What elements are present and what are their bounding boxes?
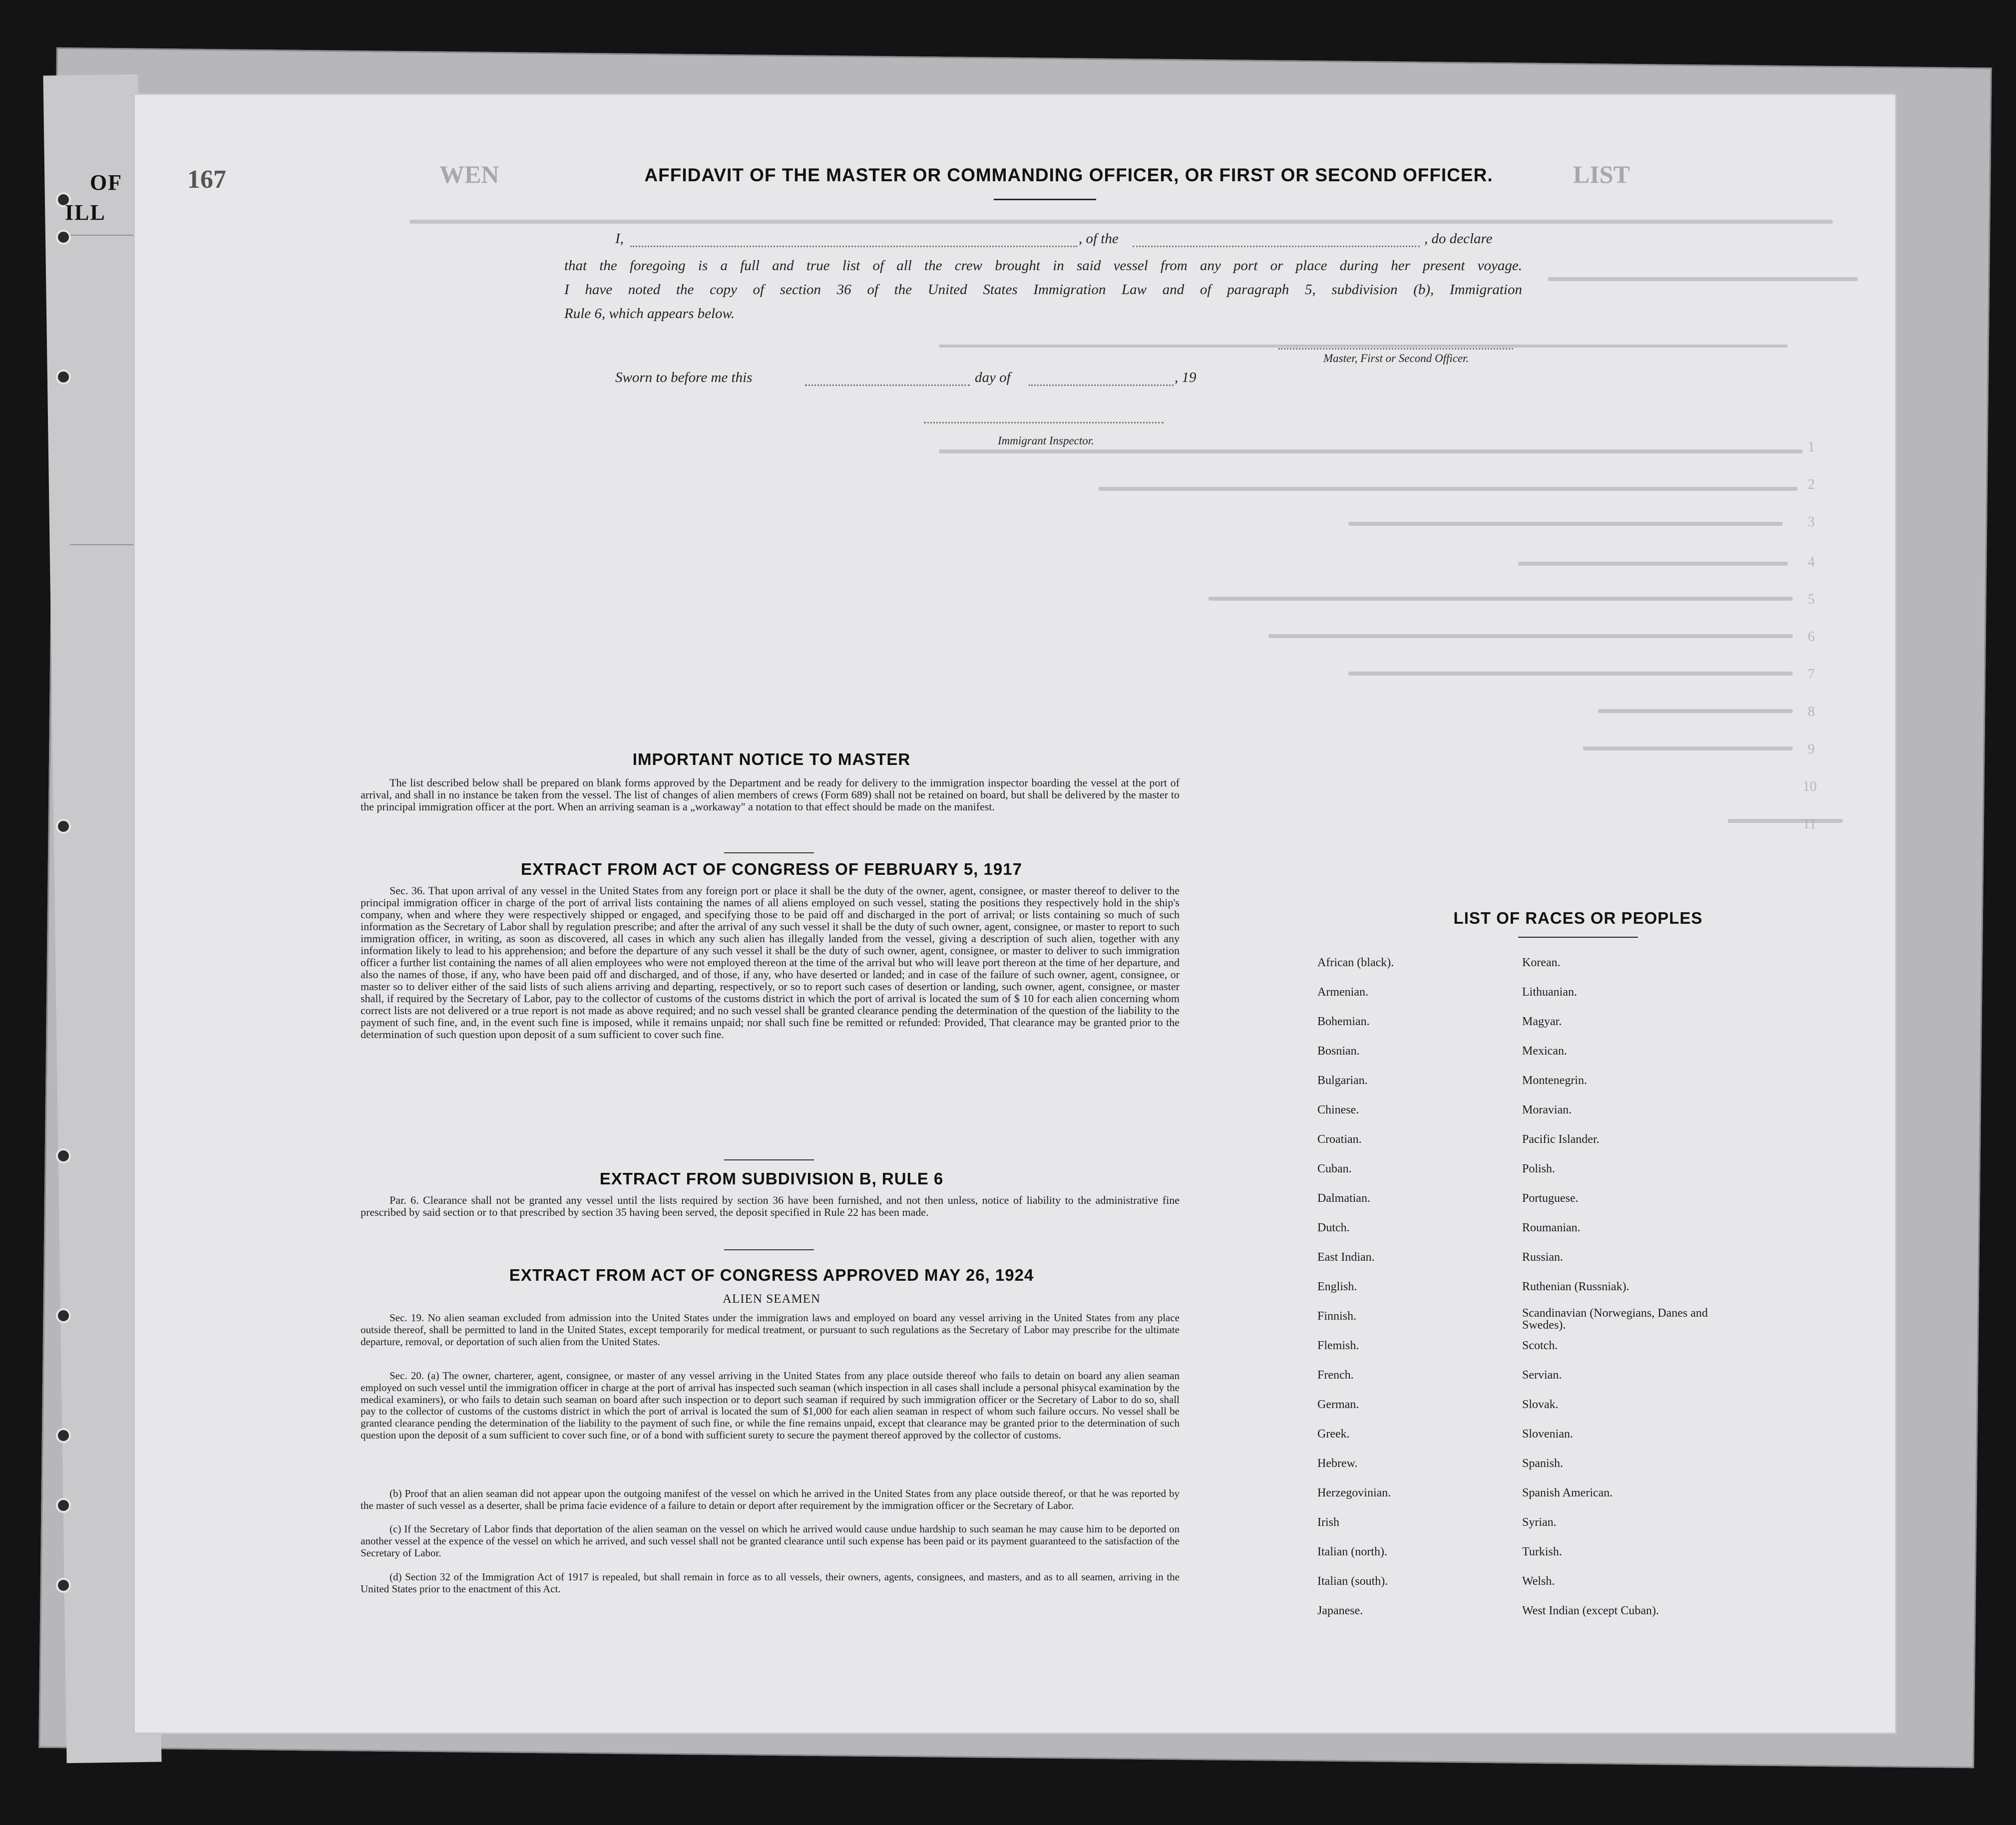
section-separator [724, 1249, 814, 1250]
binder-hole [56, 1148, 71, 1163]
race-item: Slovak. [1522, 1398, 1559, 1411]
sworn-day-blank [805, 384, 970, 386]
race-item: Hebrew. [1317, 1457, 1358, 1470]
race-item: Chinese. [1317, 1103, 1359, 1116]
notice-title: IMPORTANT NOTICE TO MASTER [632, 750, 911, 768]
race-item: Magyar. [1522, 1015, 1562, 1028]
extract-1924-sec20a: Sec. 20. (a) The owner, charterer, agent, consignee, or master of any vessel arriving in the United States from any place outside thereof who fails to detain on board any alien seaman employed on such vessel until the immigration officer in charge at the port of arrival has inspected such seaman (which inspection in all cases shall include a personal phisycal examination by the medical examiners), or who fails to detain such seaman on board after such inspection or to deport such seaman if required by such immigration officer or the Secretary of Labor to do so, shall pay to the collector of customs of the customs district in which the port of arrival is located the sum of $1,000 for each alien seaman in respect of whom such failure occurs. No vessel shall be granted clearance pending the determination of the liability to the payment of such fine, or while the fine remains unpaid, except that clearance may be granted prior to the determination of such question upon the deposit of a sum sufficient to cover such fine, or of a bond with sufficient surety to secure the payment thereof approved by the collector of customs. [361, 1370, 1180, 1441]
race-item: Bohemian. [1317, 1015, 1370, 1028]
race-item: East Indian. [1317, 1251, 1375, 1264]
affidavit-of-the-label: , of the [1079, 231, 1119, 247]
race-item: Bosnian. [1317, 1045, 1360, 1058]
extract-1924-sec20c: (c) If the Secretary of Labor finds that deportation of the alien seaman on the vessel on which he arrived would cause undue hardship to such seaman he may cause him to be deported on another vessel at the expence of the vessel on which he arrived, and such vessel shall not be granted clearance until such expense has been paid or its payment guaranteed to the satisfaction of the Secretary of Labor. [361, 1523, 1180, 1559]
race-item: French. [1317, 1369, 1354, 1382]
year-label: , 19 [1175, 369, 1197, 385]
race-item: Portuguese. [1522, 1192, 1579, 1205]
bleed-row-number: 4 [1808, 554, 1815, 570]
race-item: African (black). [1317, 956, 1394, 969]
affidavit-i-label: I, [615, 231, 624, 247]
bleed-through-line [1583, 746, 1793, 750]
race-item: Montenegrin. [1522, 1074, 1587, 1087]
race-item: Japanese. [1317, 1604, 1363, 1617]
race-item: German. [1317, 1398, 1359, 1411]
bleed-through-line [1268, 634, 1793, 638]
race-item: Moravian. [1522, 1103, 1572, 1116]
race-item: Slovenian. [1522, 1428, 1573, 1441]
section-separator [724, 852, 814, 853]
sworn-label: Sworn to before me this [615, 369, 753, 385]
master-signature-line [1278, 348, 1513, 350]
bleed-through-line [1099, 487, 1798, 491]
race-item: Turkish. [1522, 1545, 1562, 1558]
race-item: Ruthenian (Russniak). [1522, 1280, 1629, 1293]
margin-stamp-line: OF [90, 170, 123, 195]
binder-hole [56, 1308, 71, 1323]
race-item: Scandinavian (Norwegians, Danes and Swedes). [1522, 1307, 1708, 1332]
inspector-signature-line [924, 422, 1164, 423]
race-item: Spanish American. [1522, 1486, 1613, 1499]
races-title-underline [1518, 937, 1638, 938]
race-item: Herzegovinian. [1317, 1486, 1391, 1499]
race-item: Italian (north). [1317, 1545, 1387, 1558]
race-item: Spanish. [1522, 1457, 1564, 1470]
bleed-through-line [1348, 522, 1783, 526]
race-item: Cuban. [1317, 1162, 1352, 1175]
bleed-through-line [409, 220, 1833, 224]
affidavit-do-declare-label: , do declare [1424, 231, 1493, 247]
race-item: Irish [1317, 1516, 1339, 1529]
affidavit-body-line: I have noted the copy of section 36 of the United States Immigration Law and of paragraph 5, subdivision (b), Immigration [564, 282, 1522, 298]
binder-hole [56, 1498, 71, 1513]
bleed-through-heading: LIST [1573, 160, 1630, 188]
race-item: Korean. [1522, 956, 1561, 969]
race-item: Italian (south). [1317, 1575, 1388, 1588]
inspector-signature-caption: Immigrant Inspector. [998, 434, 1094, 447]
section-separator [724, 1159, 814, 1160]
affidavit-body [564, 254, 1522, 326]
bleed-through-line [1548, 277, 1858, 281]
bleed-through-line [1348, 672, 1793, 676]
extract-1924-sec20d: (d) Section 32 of the Immigration Act of 1917 is repealed, but shall remain in force as to all vessels, their owners, agents, consignees, and masters, and as to all seamen, arriving in the United States prior to the enactment of this Act. [361, 1571, 1180, 1595]
race-item: Mexican. [1522, 1045, 1567, 1058]
race-item: Croatian. [1317, 1133, 1362, 1146]
race-item: Scotch. [1522, 1339, 1558, 1352]
race-item: Finnish. [1317, 1310, 1357, 1323]
affidavit-title: AFFIDAVIT OF THE MASTER OR COMMANDING OFFICER, OR FIRST OR SECOND OFFICER. [644, 165, 1493, 185]
race-item: Bulgarian. [1317, 1074, 1368, 1087]
race-item: Dutch. [1317, 1221, 1350, 1234]
race-item: English. [1317, 1280, 1357, 1293]
extract-rule6-title: EXTRACT FROM SUBDIVISION B, RULE 6 [599, 1169, 944, 1188]
binder-hole [56, 1428, 71, 1443]
extract-1917-title: EXTRACT FROM ACT OF CONGRESS OF FEBRUARY 5, 1917 [521, 860, 1022, 878]
margin-stamp-line: ILL [65, 200, 106, 225]
extract-1924-sec20b: (b) Proof that an alien seaman did not appear upon the outgoing manifest of the vessel on which he arrived in the United States from any place outside thereof, or that he was reported by the master of such vessel as a deserter, shall be prima facie evidence of a failure to detain or deport after requirement by the immigration officer or the Secretary of Labor. [361, 1487, 1180, 1511]
affidavit-body-line: that the foregoing is a full and true list of all the crew brought in said vessel from any port or place during her present voyage. [564, 258, 1522, 274]
extract-1924-subtitle: ALIEN SEAMEN [722, 1292, 820, 1306]
extract-1917-text: Sec. 36. That upon arrival of any vessel in the United States from any foreign port or place it shall be the duty of the owner, agent, consignee, or master thereof to deliver to the principal immigration officer in charge of the port of arrival lists containing the names of all aliens employed on such vessel, stating the positions they respectively hold in the ship's company, when and where they were respectively shipped or engaged, and specifying those to be paid off and discharged in the port of arrival; or lists containing so much of such information as the Secretary of Labor shall by regulation prescribe; and after the arrival of any such vessel it shall be the duty of such owner, agent, consignee, or master to report to such immigration officer, in writing, as soon as discovered, all cases in which any such alien has illegally landed from the vessel, giving a description of such alien, together with any information likely to lead to his apprehension; and before the departure of any such vessel it shall be the duty of such owner, agent, consignee, or master to deliver to such immigration officer a further list containing the names of all alien employees who were not employed thereon at the time of the arrival but who will leave port thereon at the time of her departure, and also the names of those, if any, who have been paid off and discharged, and of those, if any, who have deserted or landed; and in case of the failure of such owner, agent, consignee, or master so to deliver either of the said lists of such aliens arriving and departing, respectively, or so to report such cases of desertion or landing, such owner, agent, consignee, or master shall, if required by the Secretary of Labor, pay to the collector of customs of the customs district in which the port of arrival is located the sum of $ 10 for each alien concerning whom correct lists are not delivered or a true report is not made as above required; and no such vessel shall be granted clearance pending the determination of the question of the liability to the payment of such fine, and, in the event such fine is imposed, while it remains unpaid; nor shall such fine be remitted or refunded: Provided, That clearance may be granted prior to the determination of such question upon deposit of a sum sufficient to cover such fine. [361, 884, 1180, 1041]
race-item: Roumanian. [1522, 1221, 1581, 1234]
race-item: Flemish. [1317, 1339, 1359, 1352]
binder-hole [56, 369, 71, 384]
extract-1924-sec19: Sec. 19. No alien seaman excluded from admission into the United States under the immigration laws and employed on board any vessel arriving in the United States from any place outside thereof, shall be permitted to land in the United States, except temporarily for medical treatment, or pursuant to such regulations as the Secretary of Labor may prescribe for the ultimate departure, removal, or deportation of such alien from the United States. [361, 1312, 1180, 1348]
vessel-blank-line [1133, 246, 1420, 247]
race-item: Lithuanian. [1522, 986, 1577, 999]
extract-1924-title: EXTRACT FROM ACT OF CONGRESS APPROVED MAY 26, 1924 [509, 1266, 1034, 1284]
day-of-label: day of [975, 369, 1011, 385]
bleed-through-line [939, 345, 1788, 348]
sheet-number: 167 [187, 165, 226, 194]
races-title: LIST OF RACES OR PEOPLES [1453, 909, 1703, 927]
binder-hole [56, 819, 71, 834]
bleed-row-number: 3 [1808, 514, 1815, 530]
affidavit-body-line: Rule 6, which appears below. [564, 306, 735, 322]
bleed-row-number: 7 [1808, 667, 1815, 682]
race-item: Syrian. [1522, 1516, 1557, 1529]
title-underline [994, 199, 1096, 200]
bleed-row-number: 11 [1803, 816, 1816, 832]
binder-hole [56, 230, 71, 245]
bleed-row-number: 6 [1808, 629, 1815, 645]
race-item: Pacific Islander. [1522, 1133, 1600, 1146]
bleed-through-line [1518, 562, 1788, 566]
bleed-through-line [1728, 819, 1843, 823]
master-signature-caption: Master, First or Second Officer. [1323, 352, 1469, 365]
bleed-row-number: 8 [1808, 704, 1815, 720]
binder-hole [56, 1578, 71, 1593]
race-item: Russian. [1522, 1251, 1564, 1264]
race-item: Polish. [1522, 1162, 1556, 1175]
bleed-through-heading: WEN [439, 160, 499, 188]
name-blank-line [630, 246, 1077, 247]
race-item: Dalmatian. [1317, 1192, 1370, 1205]
extract-rule6-text: Par. 6. Clearance shall not be granted any vessel until the lists required by section 36 have been furnished, and not then unless, notice of liability to the administrative fine prescribed by said section or to that prescribed by section 35 having been served, the deposit specified in Rule 22 has been made. [361, 1194, 1180, 1218]
bleed-row-number: 9 [1808, 741, 1815, 757]
race-item: Welsh. [1522, 1575, 1555, 1588]
bleed-through-line [939, 449, 1803, 453]
bleed-row-number: 5 [1808, 592, 1815, 607]
bleed-through-line [1598, 709, 1793, 713]
race-item: Greek. [1317, 1428, 1350, 1441]
bleed-row-number: 10 [1803, 779, 1817, 794]
bleed-through-line [1209, 597, 1793, 601]
bleed-row-number: 1 [1808, 439, 1815, 455]
race-item: Servian. [1522, 1369, 1562, 1382]
race-item: West Indian (except Cuban). [1522, 1604, 1659, 1617]
notice-text: The list described below shall be prepared on blank forms approved by the Department and be ready for delivery to the immigration inspector boarding the vessel at the port of arrival, and shall in no instance be taken from the vessel. The list of changes of alien members of crews (Form 689) shall not be retained on board, but shall be delivered by the master to the principal immigration officer at the port. When an arriving seaman is a „workaway" a notation to that effect should be made on the manifest. [361, 776, 1180, 813]
race-item: Armenian. [1317, 986, 1368, 999]
sworn-month-blank [1029, 384, 1174, 386]
bleed-row-number: 2 [1808, 477, 1815, 492]
